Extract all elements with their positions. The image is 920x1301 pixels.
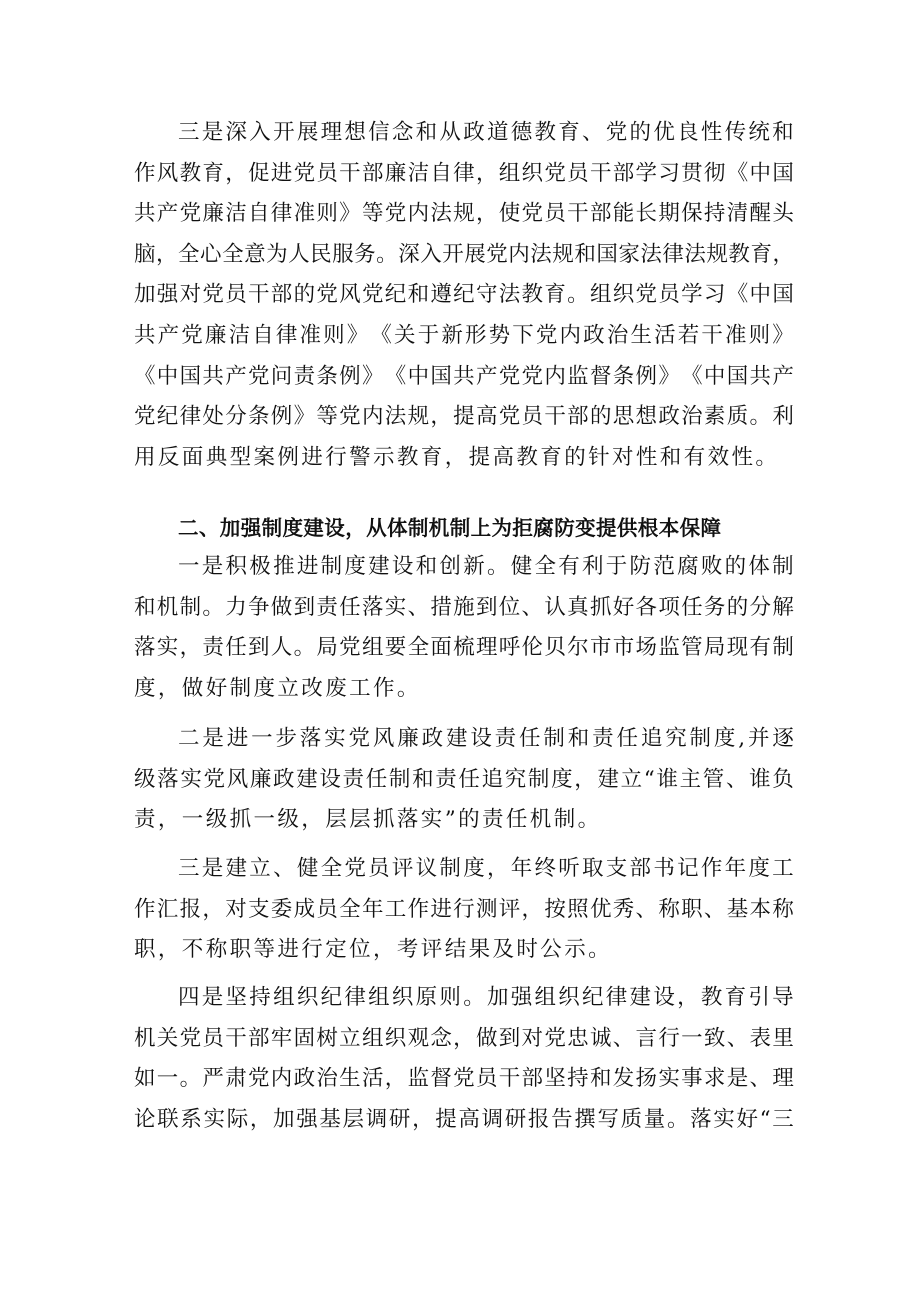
text-line: 作 汇 报 ， 对 支 委 成 员 全 年 工 作 进 行 测 评 ， 按 照 优 秀 、 称 职 、 基 本 称: [134, 896, 794, 922]
paragraph-member-evaluation: [134, 849, 794, 971]
text-line: 二 是 进 一 步 落 实 党 风 廉 政 建 设 责 任 制 和 责 任 追 究 制 度 , 并 逐: [178, 726, 794, 751]
text-line: 脑 ， 全 心 全 意 为 人 民 服 务 。 深 入 开 展 党 内 法 规 和 国 家 法 律 法 规 教 育 ，: [134, 241, 794, 267]
text-line: 职，不称职等进行定位，考评结果及时公示。: [134, 937, 613, 963]
text-line: 用反面典型案例进行警示教育，提高教育的针对性和有效性。: [134, 444, 780, 470]
text-line: 机 关 党 员 干 部 牢 固 树 立 组 织 观 念 ， 做 到 对 党 忠 诚 、 言 行 一 致 、 表 里: [134, 1025, 794, 1051]
text-line: 作 风 教 育 ， 促 进 党 员 干 部 廉 洁 自 律 ， 组 织 党 员 干 部 学 习 贯 彻 《 中 国: [134, 160, 794, 186]
text-line: 如 一 。 严 肃 党 内 政 治 生 活 ， 监 督 党 员 干 部 坚 持 和 发 扬 实 事 求 是 、 理: [134, 1066, 794, 1092]
paragraph-ideal-belief-education: [134, 113, 794, 478]
text-line: 《 中 国 共 产 党 问 责 条 例 》 《 中 国 共 产 党 党 内 监 督 条 例 》 《 中 国 共 产: [134, 363, 794, 389]
text-line: 加 强 对 党 员 干 部 的 党 风 党 纪 和 遵 纪 守 法 教 育 。 组 织 党 员 学 习 《 中 国: [134, 282, 794, 308]
text-line: 级 落 实 党 风 廉 政 建 设 责 任 制 和 责 任 追 究 制 度 ， 建 立 “ 谁 主 管 、 谁 负: [134, 766, 794, 792]
text-line: 三 是 深 入 开 展 理 想 信 念 和 从 政 道 德 教 育 、 党 的 优 良 性 传 统 和: [178, 120, 794, 145]
text-line: 度，做好制度立改废工作。: [134, 675, 421, 701]
text-line: 落 实 ， 责 任 到 人 。 局 党 组 要 全 面 梳 理 呼 伦 贝 尔 市 市 场 监 管 局 现 有 制: [134, 635, 794, 661]
paragraph-responsibility-system: [134, 719, 794, 841]
section-heading: 二、加强制度建设，从体制机制上为拒腐防变提供根本保障: [178, 516, 722, 540]
text-line: 责，一级抓一级，层层抓落实”的责任机制。: [134, 807, 602, 833]
text-line: 四 是 坚 持 组 织 纪 律 组 织 原 则 。 加 强 组 织 纪 律 建 设 ， 教 育 引 导: [178, 985, 794, 1010]
text-line: 党 纪 律 处 分 条 例 》 等 党 内 法 规 ， 提 高 党 员 干 部 的 思 想 政 治 素 质 。 利: [134, 404, 794, 430]
text-line: 论 联 系 实 际 ， 加 强 基 层 调 研 ， 提 高 调 研 报 告 撰 写 质 量 。 落 实 好 “ 三: [134, 1106, 794, 1132]
text-line: 一 是 积 极 推 进 制 度 建 设 和 创 新 。 健 全 有 利 于 防 范 腐 败 的 体 制: [178, 554, 794, 579]
paragraph-organizational-discipline: [134, 978, 794, 1140]
text-line: 共 产 党 廉 洁 自 律 准 则 》 《 关 于 新 形 势 下 党 内 政 治 生 活 若 干 准 则 》: [134, 322, 794, 348]
text-line: 三 是 建 立 、 健 全 党 员 评 议 制 度 ， 年 终 听 取 支 部 书 记 作 年 度 工: [178, 856, 794, 881]
text-line: 和 机 制 。 力 争 做 到 责 任 落 实 、 措 施 到 位 、 认 真 抓 好 各 项 任 务 的 分 解: [134, 594, 794, 620]
paragraph-system-building: [134, 547, 794, 709]
text-line: 共 产 党 廉 洁 自 律 准 则 》 等 党 内 法 规 ， 使 党 员 干 部 能 长 期 保 持 清 醒 头: [134, 201, 794, 227]
